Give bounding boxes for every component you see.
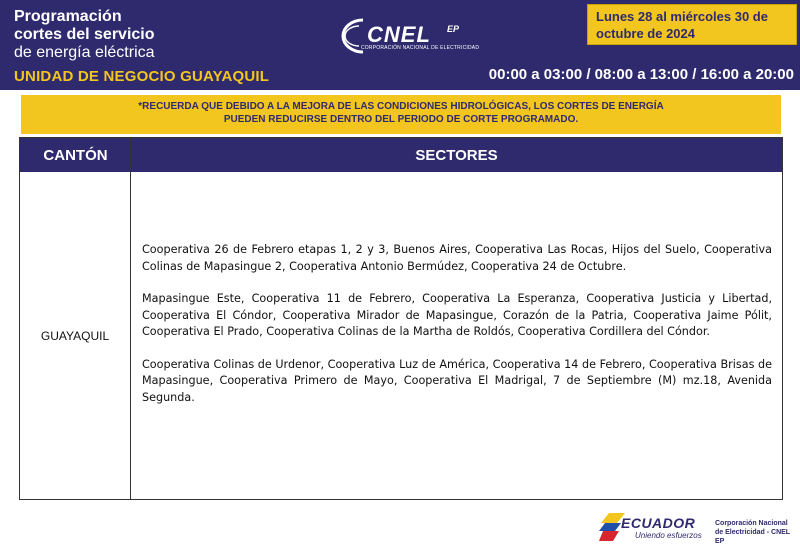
column-header-sectores: SECTORES <box>415 146 498 164</box>
sector-paragraph: Cooperativa 26 de Febrero etapas 1, 2 y 3, Buenos Aires, Cooperativa Las Rocas, Hijos del Suelo, Cooperativa Colinas de Mapasingue 2, Cooperativa Antonio Bermúdez, Cooperativa 24 de Octubre. <box>142 243 772 273</box>
cnel-logo-icon <box>333 14 480 58</box>
table-header-row <box>20 138 782 172</box>
title-line-3: de energía eléctrica <box>14 44 155 61</box>
footer-branding <box>599 511 794 545</box>
schedule-hours: 00:00 a 03:00 / 08:00 a 13:00 / 16:00 a 20:00 <box>488 66 794 83</box>
canton-cell: GUAYAQUIL <box>40 328 110 343</box>
column-header-canton: CANTÓN <box>43 146 108 164</box>
page-title <box>14 8 155 62</box>
column-divider <box>130 138 131 499</box>
business-unit-label: UNIDAD DE NEGOCIO GUAYAQUIL <box>14 68 270 85</box>
notice-line-1: *RECUERDA QUE DEBIDO A LA MEJORA DE LAS CONDICIONES HIDROLÓGICAS, LOS CORTES DE ENERGÍA <box>138 101 664 112</box>
ecuador-slogan: Uniendo esfuerzos <box>635 531 702 540</box>
corporation-line-1: Corporación Nacional <box>715 520 788 527</box>
logo-suffix: EP <box>447 24 460 34</box>
date-badge <box>587 4 797 45</box>
logo-subtitle: CORPORACIÓN NACIONAL DE ELECTRICIDAD <box>361 45 480 51</box>
sector-paragraph: Mapasingue Este, Cooperativa 11 de Febrero, Cooperativa La Esperanza, Cooperativa Justicia y Libertad, Cooperativa El Cóndor, Cooperativa Mirador de Mapasingue, Corazón de la Patria, Cooperativa Jaime Pólit, Cooperativa El Prado, Cooperativa Colinas de la Martha de Roldós, Cooperativa Cordillera del Cóndor. <box>142 292 772 338</box>
date-line-2: octubre de 2024 <box>596 26 695 41</box>
logo-word: CNEL <box>367 22 431 47</box>
date-line-1: Lunes 28 al miércoles 30 de <box>596 9 768 24</box>
sectores-cell <box>142 242 772 422</box>
corporation-line-2: de Electricidad - CNEL EP <box>715 529 790 545</box>
header-banner <box>0 0 800 90</box>
title-line-1: Programación <box>14 8 122 25</box>
outage-table <box>19 137 783 500</box>
sector-paragraph: Cooperativa Colinas de Urdenor, Cooperativa Luz de América, Cooperativa 14 de Febrero, Cooperativa Brisas de Mapasingue, Cooperativa Primero de Mayo, Cooperativa El Madrigal, 7 de Septiembre (M) mz.18, Avenida Segunda. <box>142 357 772 404</box>
corporation-name <box>715 519 794 546</box>
notice-line-2: PUEDEN REDUCIRSE DENTRO DEL PERIODO DE CORTE PROGRAMADO. <box>223 114 579 125</box>
notice-banner <box>21 95 781 134</box>
ecuador-wordmark: ECUADOR <box>621 515 696 531</box>
title-line-2: cortes del servicio <box>14 26 155 43</box>
